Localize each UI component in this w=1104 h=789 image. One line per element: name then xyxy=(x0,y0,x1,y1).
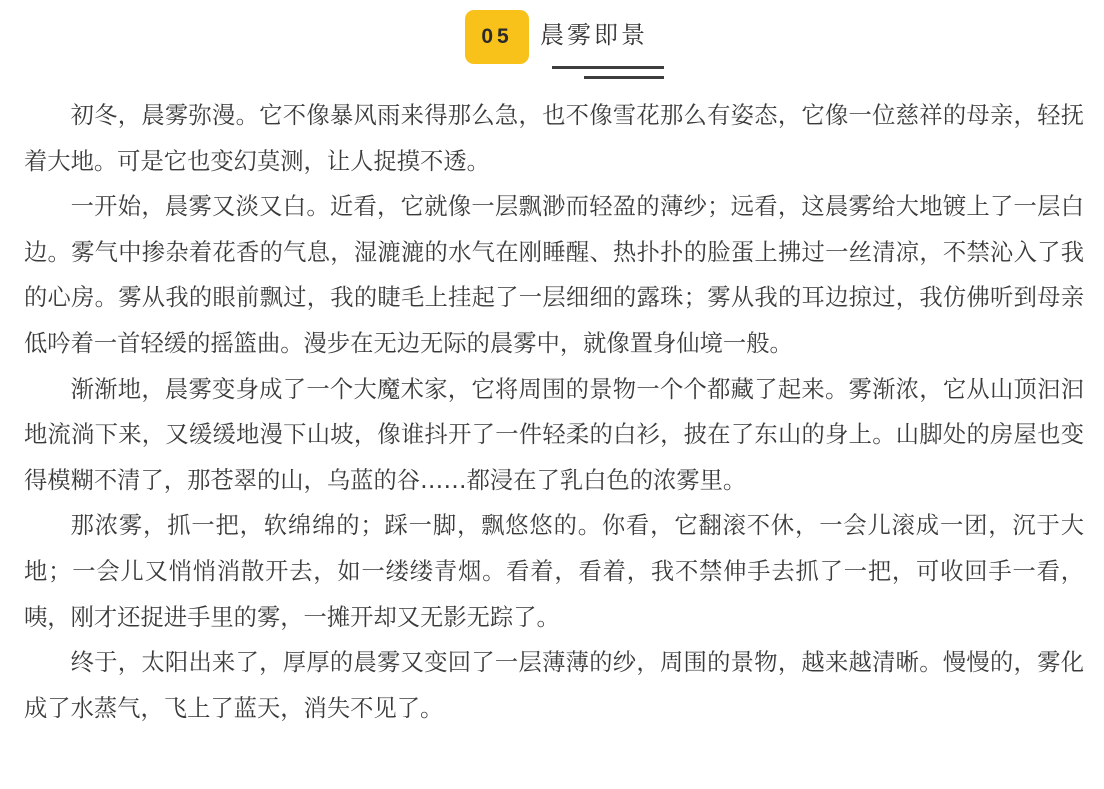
section-number-badge: 05 xyxy=(465,10,529,64)
section-header xyxy=(0,8,1104,78)
paragraph: 初冬，晨雾弥漫。它不像暴风雨来得那么急，也不像雪花那么有姿态，它像一位慈祥的母亲，轻抚着大地。可是它也变幻莫测，让人捉摸不透。 xyxy=(24,102,1084,175)
paragraph: 一开始，晨雾又淡又白。近看，它就像一层飘渺而轻盈的薄纱；远看，这晨雾给大地镀上了一层白边。雾气中掺杂着花香的气息，湿漉漉的水气在刚睡醒、热扑扑的脸蛋上拂过一丝清凉，不禁沁入了我的心房。雾从我的眼前飘过，我的睫毛上挂起了一层细细的露珠；雾从我的耳边掠过，我仿佛听到母亲低吟着一首轻缓的摇篮曲。漫步在无边无际的晨雾中，就像置身仙境一般。 xyxy=(24,193,1084,357)
paragraph: 那浓雾，抓一把，软绵绵的；踩一脚，飘悠悠的。你看，它翻滚不休，一会儿滚成一团，沉于大地；一会儿又悄悄消散开去，如一缕缕青烟。看着，看着，我不禁伸手去抓了一把，可收回手一看，咦，刚才还捉进手里的雾，一摊开却又无影无踪了。 xyxy=(24,512,1084,631)
paragraph: 终于，太阳出来了，厚厚的晨雾又变回了一层薄薄的纱，周围的景物，越来越清晰。慢慢的，雾化成了水蒸气，飞上了蓝天，消失不见了。 xyxy=(24,649,1084,722)
section-title: 晨雾即景 xyxy=(540,21,648,49)
article-body xyxy=(24,93,1084,731)
title-underline xyxy=(552,66,664,69)
paragraph: 渐渐地，晨雾变身成了一个大魔术家，它将周围的景物一个个都藏了起来。雾渐浓，它从山顶汩汩地流淌下来，又缓缓地漫下山坡，像谁抖开了一件轻柔的白衫，披在了东山的身上。山脚处的房屋也变得模糊不清了，那苍翠的山，乌蓝的谷……都浸在了乳白色的浓雾里。 xyxy=(24,375,1084,494)
title-underline-short xyxy=(584,76,664,79)
